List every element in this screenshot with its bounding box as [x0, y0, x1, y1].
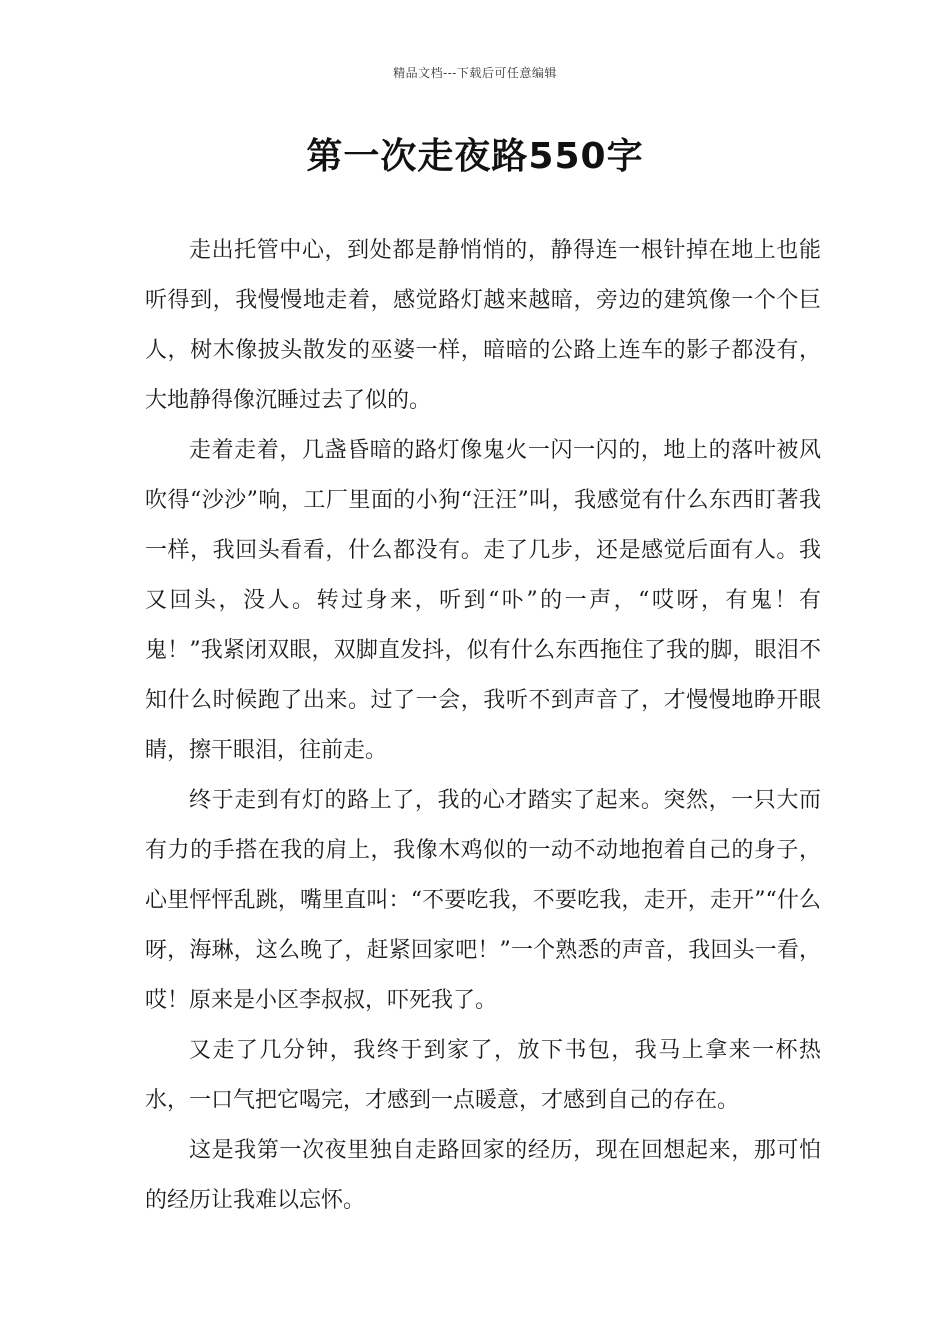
- article-body: [145, 226, 821, 1226]
- paragraph-3: 终于走到有灯的路上了，我的心才踏实了起来。突然，一只大而有力的手搭在我的肩上，我像木鸡似的一动不动地抱着自己的身子，心里怦怦乱跳，嘴里直叫：“不要吃我，不要吃我，走开，走开”“什么呀，海琳，这么晚了，赶紧回家吧！”一个熟悉的声音，我回头一看，哎！原来是小区李叔叔，吓死我了。: [145, 788, 821, 1013]
- page-title: 第一次走夜路550字: [306, 136, 644, 177]
- paragraph-4: 又走了几分钟，我终于到家了，放下书包，我马上拿来一杯热水，一口气把它喝完，才感到一点暖意，才感到自己的存在。: [145, 1038, 821, 1113]
- paragraph-1: 走出托管中心，到处都是静悄悄的，静得连一根针掉在地上也能听得到，我慢慢地走着，感觉路灯越来越暗，旁边的建筑像一个个巨人，树木像披头散发的巫婆一样，暗暗的公路上连车的影子都没有，大地静得像沉睡过去了似的。: [145, 238, 821, 413]
- header-note: 精品文档---下载后可任意编辑: [393, 66, 557, 80]
- paragraph-5: 这是我第一次夜里独自走路回家的经历，现在回想起来，那可怕的经历让我难以忘怀。: [145, 1138, 821, 1213]
- paragraph-2: 走着走着，几盏昏暗的路灯像鬼火一闪一闪的，地上的落叶被风吹得“沙沙”响，工厂里面的小狗“汪汪”叫，我感觉有什么东西盯著我一样，我回头看看，什么都没有。走了几步，还是感觉后面有人。我又回头，没人。转过身来，听到“卟”的一声，“哎呀，有鬼！有鬼！”我紧闭双眼，双脚直发抖，似有什么东西拖住了我的脚，眼泪不知什么时候跑了出来。过了一会，我听不到声音了，才慢慢地睁开眼睛，擦干眼泪，往前走。: [145, 438, 821, 763]
